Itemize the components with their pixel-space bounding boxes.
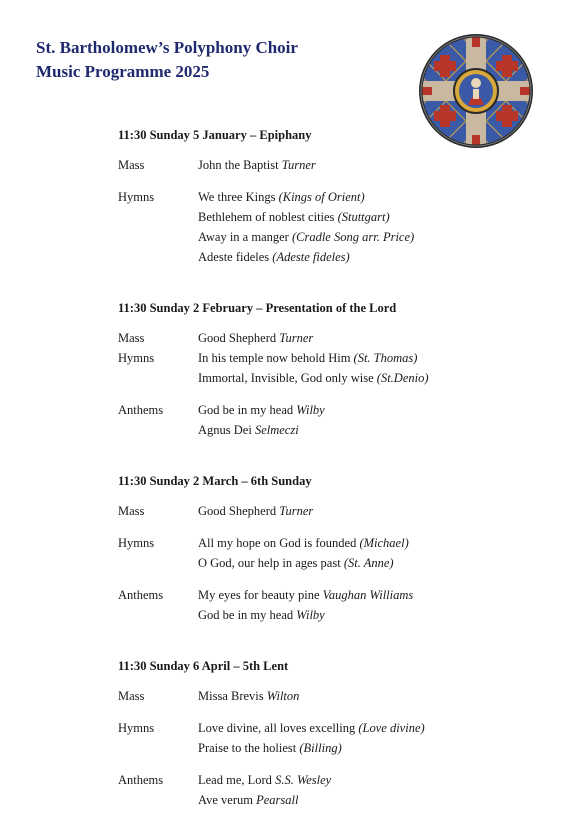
mass-row: [118, 501, 538, 521]
composer: S.S. Wesley: [275, 773, 332, 787]
music-item: Good Shepherd Turner: [198, 331, 314, 345]
music-item: In his temple now behold Him (St. Thomas): [198, 351, 418, 365]
tune-name: (Stuttgart): [337, 210, 390, 224]
music-item: John the Baptist Turner: [198, 158, 316, 172]
music-item: My eyes for beauty pine Vaughan Williams: [198, 588, 414, 602]
hymns-row: [118, 718, 538, 758]
music-item: Immortal, Invisible, God only wise (St.Denio): [198, 371, 429, 385]
row-label: Anthems: [118, 773, 164, 787]
row-label: Hymns: [118, 351, 155, 365]
music-item: Good Shepherd Turner: [198, 504, 314, 518]
service-title: 11:30 Sunday 2 March – 6th Sunday: [118, 474, 312, 488]
music-item: God be in my head Wilby: [198, 403, 325, 417]
music-item: God be in my head Wilby: [198, 608, 325, 622]
choir-title: St. Bartholomew’s Polyphony Choir: [36, 38, 298, 57]
tune-name: (St. Anne): [343, 556, 394, 570]
anthems-row: [118, 770, 538, 810]
service-section: [118, 301, 538, 440]
composer: Wilton: [266, 689, 300, 703]
tune-name: (Kings of Orient): [278, 190, 365, 204]
music-item: Missa Brevis Wilton: [198, 689, 300, 703]
service-section: [118, 128, 538, 267]
row-label: Mass: [118, 331, 145, 345]
row-label: Anthems: [118, 588, 164, 602]
composer: Vaughan Williams: [322, 588, 414, 602]
programme-title: Music Programme 2025: [36, 62, 210, 81]
tune-name: (St.Denio): [376, 371, 429, 385]
music-item: Love divine, all loves excelling (Love divine): [198, 721, 425, 735]
composer: Turner: [279, 504, 314, 518]
music-item: O God, our help in ages past (St. Anne): [198, 556, 394, 570]
composer: Selmeczi: [254, 423, 299, 437]
service-section: [118, 659, 538, 810]
composer: Pearsall: [256, 793, 299, 807]
hymns-row: [118, 187, 538, 267]
tune-name: (Adeste fideles): [272, 250, 350, 264]
music-item: All my hope on God is founded (Michael): [198, 536, 409, 550]
tune-name: (Cradle Song arr. Price): [291, 230, 415, 244]
hymns-row: [118, 533, 538, 573]
mass-row: [118, 328, 538, 348]
tune-name: (St. Thomas): [353, 351, 418, 365]
row-label: Mass: [118, 689, 145, 703]
music-item: Away in a manger (Cradle Song arr. Price): [198, 230, 415, 244]
composer: Wilby: [296, 608, 325, 622]
music-item: Praise to the holiest (Billing): [198, 741, 342, 755]
music-item: Lead me, Lord S.S. Wesley: [198, 773, 332, 787]
composer: Wilby: [296, 403, 325, 417]
music-item: Ave verum Pearsall: [198, 793, 299, 807]
mass-row: [118, 155, 538, 175]
mass-row: [118, 686, 538, 706]
anthems-row: [118, 400, 538, 440]
row-label: Anthems: [118, 403, 164, 417]
service-title: 11:30 Sunday 2 February – Presentation of the Lord: [118, 301, 397, 315]
row-label: Hymns: [118, 721, 155, 735]
service-title: 11:30 Sunday 5 January – Epiphany: [118, 128, 312, 142]
music-item: Bethlehem of noblest cities (Stuttgart): [198, 210, 390, 224]
tune-name: (Billing): [299, 741, 342, 755]
programme-content: [118, 118, 538, 822]
tune-name: (Michael): [359, 536, 409, 550]
tune-name: (Love divine): [358, 721, 425, 735]
service-section: [118, 474, 538, 625]
row-label: Mass: [118, 504, 145, 518]
row-label: Hymns: [118, 536, 155, 550]
composer: Turner: [279, 331, 314, 345]
music-item: We three Kings (Kings of Orient): [198, 190, 365, 204]
hymns-row: [118, 348, 538, 388]
music-item: Agnus Dei Selmeczi: [198, 423, 299, 437]
music-item: Adeste fideles (Adeste fideles): [198, 250, 350, 264]
anthems-row: [118, 585, 538, 625]
service-title: 11:30 Sunday 6 April – 5th Lent: [118, 659, 289, 673]
row-label: Hymns: [118, 190, 155, 204]
page-header: [36, 36, 298, 84]
row-label: Mass: [118, 158, 145, 172]
composer: Turner: [281, 158, 316, 172]
